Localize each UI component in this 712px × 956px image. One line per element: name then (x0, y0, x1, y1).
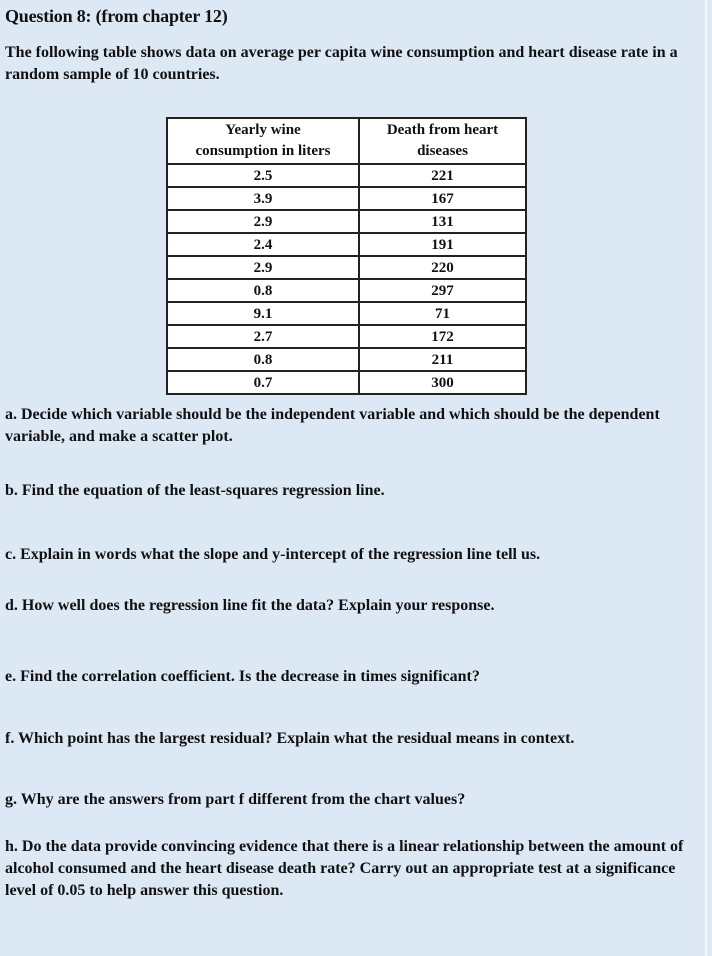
question-d: d. How well does the regression line fit the data? Explain your response. (5, 597, 495, 614)
header-line: consumption in liters (195, 143, 331, 159)
question-e: e. Find the correlation coefficient. Is the decrease in times significant? (5, 668, 480, 685)
question-g: g. Why are the answers from part f different from the chart values? (5, 791, 466, 808)
deaths-cell: 297 (359, 279, 526, 302)
deaths-cell: 221 (359, 164, 526, 187)
table-row (167, 302, 526, 325)
wine-cell: 0.7 (167, 371, 359, 394)
deaths-cell: 71 (359, 302, 526, 325)
table-row (167, 256, 526, 279)
header-wine-consumption (167, 118, 359, 164)
wine-cell: 2.5 (167, 164, 359, 187)
header-line: Yearly wine (225, 122, 301, 138)
deaths-cell: 300 (359, 371, 526, 394)
header-line: Death from heart (386, 122, 499, 138)
table-row (167, 164, 526, 187)
table-row (167, 279, 526, 302)
table-row (167, 210, 526, 233)
wine-cell: 3.9 (167, 187, 359, 210)
deaths-cell: 167 (359, 187, 526, 210)
deaths-cell: 211 (359, 348, 526, 371)
question-h: h. Do the data provide convincing evidence that there is a linear relationship between the amount of alcohol consumed and the heart disease death rate? Carry out an appropriate test at a significance level of 0.05 to help answer this question. (5, 838, 684, 899)
wine-cell: 2.7 (167, 325, 359, 348)
table-row (167, 371, 526, 394)
wine-cell: 9.1 (167, 302, 359, 325)
wine-cell: 0.8 (167, 348, 359, 371)
table-row (167, 187, 526, 210)
question-c: c. Explain in words what the slope and y-intercept of the regression line tell us. (5, 546, 541, 563)
deaths-cell: 220 (359, 256, 526, 279)
table-header-row (167, 118, 526, 164)
deaths-cell: 131 (359, 210, 526, 233)
question-a: a. Decide which variable should be the independent variable and which should be the dependent variable, and make a scatter plot. (5, 406, 660, 445)
wine-cell: 2.4 (167, 233, 359, 256)
wine-cell: 2.9 (167, 210, 359, 233)
question-f: f. Which point has the largest residual? Explain what the residual means in context. (5, 730, 575, 747)
question-b: b. Find the equation of the least-squares regression line. (5, 482, 385, 499)
deaths-cell: 191 (359, 233, 526, 256)
table-row (167, 233, 526, 256)
table-row (167, 325, 526, 348)
header-line: diseases (417, 143, 468, 159)
header-heart-deaths (359, 118, 526, 164)
data-table (166, 117, 527, 395)
question-title: Question 8: (from chapter 12) (5, 6, 228, 26)
deaths-cell: 172 (359, 325, 526, 348)
table-row (167, 348, 526, 371)
wine-cell: 2.9 (167, 256, 359, 279)
intro-paragraph: The following table shows data on average per capita wine consumption and heart disease rate in a random sample of 10 countries. (5, 44, 678, 83)
wine-cell: 0.8 (167, 279, 359, 302)
